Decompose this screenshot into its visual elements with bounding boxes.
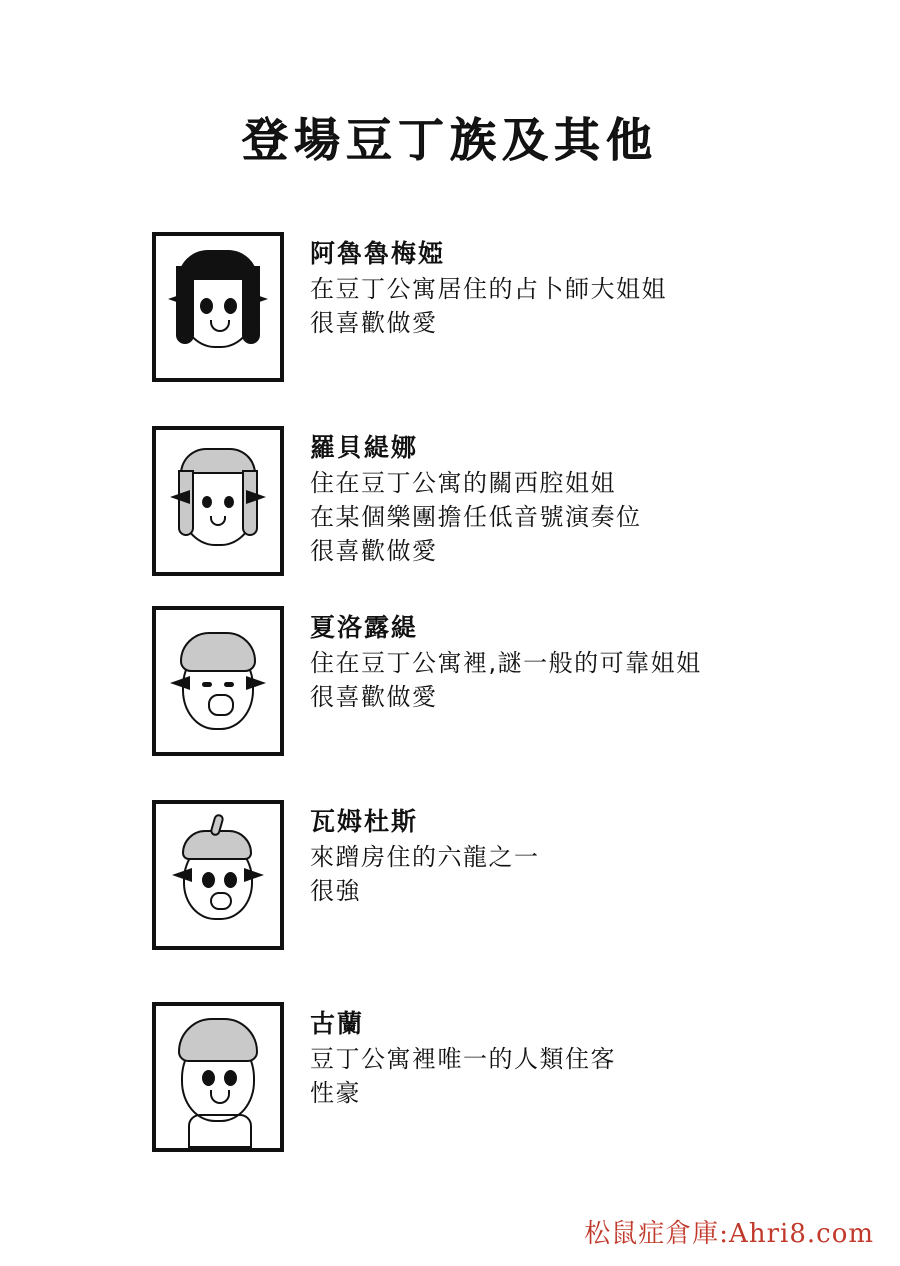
character-desc-line: 很喜歡做愛 [310, 308, 438, 337]
face-illustration [156, 610, 280, 752]
character-desc-line: 在豆丁公寓居住的占卜師大姐姐 [310, 274, 667, 303]
watermark: 松鼠症倉庫:Ahri8.com [584, 1219, 874, 1249]
character-desc-line: 很喜歡做愛 [310, 536, 438, 565]
list-item [152, 800, 852, 950]
entry-text [310, 1002, 616, 1110]
character-desc-line: 來蹭房住的六龍之一 [310, 842, 540, 871]
entry-text [310, 232, 667, 340]
character-desc-line: 在某個樂團擔任低音號演奏位 [310, 502, 642, 531]
list-item [152, 606, 852, 756]
character-desc-line: 性豪 [310, 1078, 361, 1107]
portrait-guran [152, 1002, 284, 1152]
character-name: 羅貝緹娜 [310, 433, 419, 462]
entry-text [310, 800, 540, 908]
character-name: 瓦姆杜斯 [310, 807, 419, 836]
portrait-arurumeia [152, 232, 284, 382]
portrait-charlotte [152, 606, 284, 756]
character-desc-line: 很強 [310, 876, 361, 905]
portrait-robertina [152, 426, 284, 576]
character-desc-line: 住在豆丁公寓裡,謎一般的可靠姐姐 [310, 648, 702, 677]
list-item [152, 1002, 852, 1152]
face-illustration [156, 1006, 280, 1148]
entry-text [310, 606, 702, 714]
character-name: 夏洛露緹 [310, 613, 419, 642]
character-name: 阿魯魯梅婭 [310, 239, 446, 268]
list-item [152, 426, 852, 576]
list-item [152, 232, 852, 382]
face-illustration [156, 804, 280, 946]
character-list [152, 232, 852, 1190]
character-name: 古蘭 [310, 1009, 365, 1038]
character-desc-line: 很喜歡做愛 [310, 682, 438, 711]
page-title: 登場豆丁族及其他 [242, 113, 658, 167]
portrait-vamudus [152, 800, 284, 950]
entry-text [310, 426, 642, 568]
character-desc-line: 豆丁公寓裡唯一的人類住客 [310, 1044, 616, 1073]
face-illustration [156, 236, 280, 378]
face-illustration [156, 430, 280, 572]
character-desc-line: 住在豆丁公寓的關西腔姐姐 [310, 468, 616, 497]
